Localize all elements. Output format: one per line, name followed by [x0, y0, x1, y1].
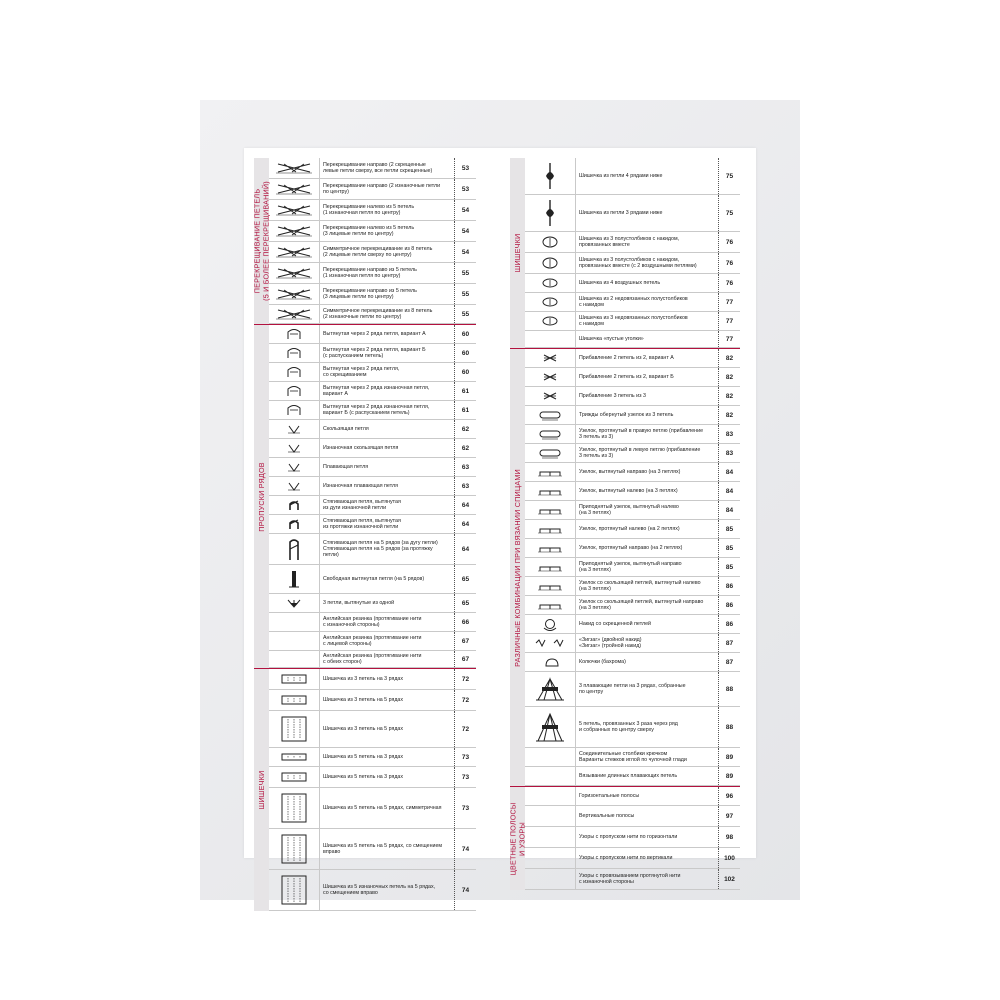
cross-stitch-icon	[269, 263, 320, 283]
toc-entry-text: Шишечка из 3 петель на 5 рядах	[323, 725, 404, 732]
toc-entry-text: Изнаночная скользящая петля	[323, 444, 399, 451]
toc-row[interactable]	[269, 594, 476, 613]
toc-entry-text: Вытянутая через 2 ряда петля, вариант Б (с распусканием петель)	[323, 346, 426, 359]
page-number: 65	[454, 594, 476, 612]
page-number: 84	[718, 501, 740, 519]
page-number: 72	[454, 711, 476, 747]
long-stitch-icon	[269, 565, 320, 593]
toc-row[interactable]	[269, 242, 476, 263]
toc-entry-text: Симметричное перекрещивание из 8 петель (2 лицевые петли сверху по центру)	[323, 245, 433, 258]
toc-entry-text: 5 петель, провязанных 3 раза через ряд и собранных по центру сверху	[579, 720, 678, 733]
toc-row[interactable]	[525, 558, 740, 577]
toc-entry-text: Стягивающая петля на 5 рядов (за дугу петли) Стягивающая петля на 5 рядов (за протяжку петли)	[323, 539, 438, 559]
section-label	[254, 158, 269, 324]
page-number: 62	[454, 420, 476, 438]
toc-entry-text: Перекрещивание налево из 5 петель (1 изнаночная петля по центру)	[323, 203, 415, 216]
elongated-stitch-icon	[269, 382, 320, 400]
fan-stitch-icon	[269, 594, 320, 612]
oval-bobble-icon	[525, 253, 576, 273]
toc-entry-text: Вытянутая через 2 ряда изнаночная петля, вариант А	[323, 384, 430, 397]
page-number: 102	[718, 869, 740, 889]
toc-entry-text: Вертикальные полосы	[579, 812, 635, 819]
toc-row[interactable]	[525, 653, 740, 672]
toc-row[interactable]	[269, 284, 476, 305]
toc-entry-text: Горизонтальные полосы	[579, 792, 640, 799]
toc-entry-text: Плавающая петля	[323, 463, 369, 470]
toc-row[interactable]	[525, 482, 740, 501]
toc-section	[510, 786, 740, 890]
elongated-stitch-icon	[269, 363, 320, 381]
toc-row[interactable]	[269, 420, 476, 439]
toc-entry-text: Шишечка из 3 недовязанных полустолбиков с накидом	[579, 314, 688, 327]
toc-row[interactable]	[269, 767, 476, 788]
increase-icon	[525, 349, 576, 367]
page-number: 53	[454, 179, 476, 199]
page-number: 88	[718, 672, 740, 706]
toc-entry-text: Шишечка из 3 петель на 5 рядах	[323, 696, 404, 703]
toc-entry-text: Симметричное перекрещивание из 8 петель (2 изнаночные петли по центру)	[323, 307, 433, 320]
toc-row[interactable]	[269, 158, 476, 179]
page-number: 87	[718, 653, 740, 671]
toc-row[interactable]	[269, 534, 476, 565]
section-title: ШИШЕЧКИ	[512, 233, 522, 273]
zigzag-icon	[525, 634, 576, 652]
page-number: 96	[718, 787, 740, 805]
toc-entry-text: Узоры с пропуском нити по горизонтали	[579, 833, 678, 840]
page-number: 82	[718, 368, 740, 386]
page-number: 54	[454, 200, 476, 220]
section-title: РАЗЛИЧНЫЕ КОМБИНАЦИИ ПРИ ВЯЗАНИИ СПИЦАМИ	[512, 468, 522, 667]
toc-row[interactable]	[269, 401, 476, 420]
toc-row[interactable]	[525, 195, 740, 232]
page-number: 64	[454, 515, 476, 533]
knot-icon	[525, 501, 576, 519]
toc-entry-text: Английская резинка (протягивание нити с обеих сторон)	[323, 652, 422, 665]
toc-row[interactable]	[525, 767, 740, 786]
page-number: 67	[454, 632, 476, 650]
toc-entry-text: Шишечка из 5 петель на 3 рядах	[323, 753, 404, 760]
toc-row[interactable]	[269, 382, 476, 401]
toc-row[interactable]	[525, 293, 740, 312]
page-number: 83	[718, 425, 740, 443]
toc-row[interactable]	[525, 368, 740, 387]
page-number: 72	[454, 669, 476, 689]
toc-row[interactable]	[525, 331, 740, 348]
elongated-stitch-icon	[269, 401, 320, 419]
toc-entry-text: Шишечка из 2 недовязанных полустолбиков с накидом	[579, 295, 688, 308]
toc-row[interactable]	[525, 425, 740, 444]
toc-entry-text: 3 петли, вытянутые из одной	[323, 599, 395, 606]
toc-section	[254, 324, 476, 668]
oval-bobble-icon	[525, 274, 576, 292]
rib-icon	[269, 613, 320, 631]
toc-entry-text: 3 плавающие петли на 3 рядах, собранные по центру	[579, 682, 686, 695]
page-number: 74	[454, 829, 476, 869]
page-number: 86	[718, 577, 740, 595]
toc-row[interactable]	[525, 539, 740, 558]
toc-entry-text: Вытянутая через 2 ряда петля, вариант А	[323, 330, 426, 337]
toc-entry-text: Прибавление 3 петель из 3	[579, 392, 646, 399]
toc-entry-text: «Зигзаг» (двойной накид) «Зигзаг» (тройной накид)	[579, 636, 642, 649]
empty-icon	[525, 869, 576, 889]
page-number: 67	[454, 651, 476, 667]
page-number: 60	[454, 344, 476, 362]
toc-entry-text: Вязывание длинных плавающих петель	[579, 772, 678, 779]
elongated-stitch-icon	[269, 325, 320, 343]
toc-section	[254, 668, 476, 911]
toc-row[interactable]	[269, 221, 476, 242]
toc-row[interactable]	[269, 325, 476, 344]
oval-bobble-icon	[525, 312, 576, 330]
slip-stitch-icon	[269, 439, 320, 457]
cross-stitch-icon	[269, 305, 320, 323]
toc-entry-text: Узелок, вытянутый налево (на 3 петлях)	[579, 487, 678, 494]
knot-icon	[525, 577, 576, 595]
toc-row[interactable]	[269, 632, 476, 651]
section-label	[510, 787, 525, 890]
toc-entry-text: Соединительные столбики крючком Варианты стежков иглой по чулочной глади	[579, 750, 687, 763]
cross-stitch-icon	[269, 158, 320, 178]
toc-entry-text: Шишечка из 5 изнаночных петель на 5 рядах, со смещением вправо	[323, 883, 436, 896]
toc-entry-text: Накид со скрещенной петлей	[579, 620, 652, 627]
toc-entry-text: Стягивающая петля, вытянутая из дуги изнаночной петли	[323, 498, 401, 511]
page-number: 55	[454, 305, 476, 323]
left-column	[254, 158, 476, 911]
toc-entry-text: Английская резинка (протягивание нити с лицевой стороны)	[323, 634, 422, 647]
toc-row[interactable]	[525, 672, 740, 707]
page-number: 86	[718, 615, 740, 633]
page-number: 84	[718, 482, 740, 500]
toc-row[interactable]	[525, 827, 740, 848]
page-number: 97	[718, 806, 740, 826]
toc-entry-text: Шишечка из 5 петель на 5 рядах, со смещением вправо	[323, 842, 443, 855]
tightening-stitch-icon	[269, 515, 320, 533]
bobble-icon	[269, 767, 320, 787]
toc-entry-text: Приподнятый узелок, вытянутый налево (на 3 петлях)	[579, 503, 679, 516]
toc-row[interactable]	[525, 501, 740, 520]
page-number: 89	[718, 748, 740, 766]
page-number: 85	[718, 558, 740, 576]
page-number: 77	[718, 331, 740, 347]
yarn-over-icon	[525, 615, 576, 633]
toc-entry-text: Шишечка из петли 3 рядами ниже	[579, 209, 663, 216]
cross-stitch-icon	[269, 200, 320, 220]
toc-entry-text: Свободная вытянутая петля (на 5 рядов)	[323, 575, 425, 582]
toc-row[interactable]	[269, 613, 476, 632]
page-number: 60	[454, 325, 476, 343]
page-number: 73	[454, 767, 476, 787]
toc-entry-text: Прибавление 2 петель из 2, вариант Б	[579, 373, 674, 380]
tall-bobble-icon	[525, 158, 576, 194]
cross-stitch-icon	[269, 242, 320, 262]
toc-row[interactable]	[269, 305, 476, 324]
toc-row[interactable]	[269, 651, 476, 668]
toc-entry-text: Узелок со скользящей петлей, вытянутый налево (на 3 петлях)	[579, 579, 701, 592]
toc-entry-text: Колючки (бахрома)	[579, 658, 626, 665]
float-loops-icon	[525, 672, 576, 706]
bobble-icon	[269, 788, 320, 828]
toc-entry-text: Узелок, протянутый направо (на 2 петлях)	[579, 544, 683, 551]
tightening-stitch-icon	[269, 496, 320, 514]
toc-row[interactable]	[269, 788, 476, 829]
page-number: 75	[718, 158, 740, 194]
tall-bobble-icon	[525, 195, 576, 231]
page-number: 60	[454, 363, 476, 381]
tightening-stitch-icon	[269, 534, 320, 564]
knot-icon	[525, 539, 576, 557]
wrap-stitch-icon	[525, 406, 576, 424]
toc-row[interactable]	[269, 263, 476, 284]
toc-entry-text: Перекрещивание направо из 5 петель (1 изнаночная петля по центру)	[323, 266, 417, 279]
toc-row[interactable]	[525, 634, 740, 653]
page-number: 76	[718, 232, 740, 252]
page-number: 85	[718, 520, 740, 538]
section-title: ПЕРЕКРЕЩИВАНИЕ ПЕТЕЛЬ (5 И БОЛЕЕ ПЕРЕКРЕЩИВАНИЙ)	[252, 181, 270, 301]
page-number: 55	[454, 263, 476, 283]
section-label	[510, 349, 525, 786]
toc-row[interactable]	[525, 520, 740, 539]
page-number: 64	[454, 534, 476, 564]
knot-icon	[525, 520, 576, 538]
toc-row[interactable]	[269, 565, 476, 594]
toc-row[interactable]	[269, 690, 476, 711]
toc-row[interactable]	[269, 458, 476, 477]
oval-bobble-icon	[525, 232, 576, 252]
toc-entry-text: Перекрещивание направо из 5 петель (3 лицевые петли по центру)	[323, 287, 417, 300]
page-number: 77	[718, 312, 740, 330]
page-number: 63	[454, 477, 476, 495]
toc-row[interactable]	[525, 444, 740, 463]
page-number: 72	[454, 690, 476, 710]
toc-section	[510, 158, 740, 348]
wrap-stitch-icon	[525, 444, 576, 462]
toc-entry-text: Вытянутая через 2 ряда петля, со скрещиванием	[323, 365, 400, 378]
toc-entry-text: Перекрещивание направо (2 скрещенные левые петли сверху, все петли скрещенные)	[323, 161, 433, 174]
toc-entry-text: Узелок, протянутый в левую петлю (прибавление 3 петель из 3)	[579, 446, 701, 459]
toc-entry-text: Прибавление 2 петель из 2, вариант А	[579, 354, 674, 361]
right-column	[510, 158, 740, 890]
oval-bobble-icon	[525, 293, 576, 311]
toc-row[interactable]	[525, 463, 740, 482]
toc-entry-text: Приподнятый узелок, вытянутый направо (на 3 петлях)	[579, 560, 682, 573]
toc-entry-text: Узелок, протянутый в правую петлю (прибавление 3 петель из 3)	[579, 427, 704, 440]
slip-stitch-icon	[269, 420, 320, 438]
toc-entry-text: Вытянутая через 2 ряда изнаночная петля, вариант Б (с распусканием петель)	[323, 403, 430, 416]
toc-entry-text: Шишечка из 5 петель на 5 рядах, симметричная	[323, 804, 442, 811]
toc-row[interactable]	[525, 596, 740, 615]
page-number: 65	[454, 565, 476, 593]
toc-entry-text: Узоры с провязыванием протянутой нити с изнаночной стороны	[579, 872, 681, 885]
toc-entry-text: Шишечка из 3 полустолбиков с накидом, провязанных вместе (с 2 воздушными петлями)	[579, 256, 697, 269]
toc-entry-text: Шишечка из петли 4 рядами ниже	[579, 172, 663, 179]
toc-section	[510, 348, 740, 786]
toc-row[interactable]	[525, 253, 740, 274]
toc-row[interactable]	[525, 806, 740, 827]
page-number: 64	[454, 496, 476, 514]
empty-icon	[525, 748, 576, 766]
elongated-stitch-icon	[269, 344, 320, 362]
page-number: 87	[718, 634, 740, 652]
section-title: ПРОПУСКИ РЯДОВ	[256, 461, 266, 532]
toc-row[interactable]	[525, 577, 740, 596]
book-page	[244, 148, 756, 896]
page-number: 82	[718, 406, 740, 424]
page-number: 100	[718, 848, 740, 868]
toc-entry-text: Изнаночная плавающая петля	[323, 482, 398, 489]
section-label	[510, 158, 525, 348]
knot-icon	[525, 558, 576, 576]
section-title: ЦВЕТНЫЕ ПОЛОСЫ И УЗОРЫ	[508, 802, 526, 875]
toc-row[interactable]	[269, 200, 476, 221]
bobble-icon	[269, 711, 320, 747]
toc-row[interactable]	[269, 179, 476, 200]
toc-row[interactable]	[525, 232, 740, 253]
toc-row[interactable]	[269, 669, 476, 690]
bobble-icon	[269, 690, 320, 710]
page-number: 73	[454, 788, 476, 828]
toc-entry-text: Перекрещивание налево из 5 петель (3 лицевые петли по центру)	[323, 224, 415, 237]
slip-stitch-icon	[269, 458, 320, 476]
page-number: 86	[718, 596, 740, 614]
cross-stitch-icon	[269, 284, 320, 304]
section-label	[254, 669, 269, 911]
toc-section	[254, 158, 476, 324]
toc-row[interactable]	[269, 870, 476, 911]
toc-row[interactable]	[525, 158, 740, 195]
toc-row[interactable]	[269, 711, 476, 748]
page-number: 62	[454, 439, 476, 457]
cross-stitch-icon	[269, 221, 320, 241]
page-number: 85	[718, 539, 740, 557]
page-number: 82	[718, 349, 740, 367]
toc-row[interactable]	[269, 515, 476, 534]
toc-entry-text: Скользящая петля	[323, 425, 369, 432]
page-number: 61	[454, 401, 476, 419]
toc-entry-text: Трижды обернутый узелок из 3 петель	[579, 411, 674, 418]
rib-icon	[269, 632, 320, 650]
bobble-icon	[269, 829, 320, 869]
bobble-icon	[269, 748, 320, 766]
empty-icon	[525, 787, 576, 805]
toc-entry-text: Узелок, вытянутый направо (на 3 петлях)	[579, 468, 681, 475]
bobble-icon	[269, 870, 320, 910]
page-number: 88	[718, 707, 740, 747]
page-number: 84	[718, 463, 740, 481]
toc-row[interactable]	[525, 848, 740, 869]
toc-row[interactable]	[269, 439, 476, 458]
toc-row[interactable]	[269, 477, 476, 496]
empty-icon	[525, 767, 576, 785]
rib-icon	[269, 651, 320, 667]
page-number: 53	[454, 158, 476, 178]
toc-row[interactable]	[269, 496, 476, 515]
toc-row[interactable]	[269, 344, 476, 363]
toc-entry-text: Стягивающая петля, вытянутая из протяжки изнаночной петли	[323, 517, 401, 530]
increase-icon	[525, 387, 576, 405]
toc-entry-text: Шишечка из 5 петель на 3 рядах	[323, 773, 404, 780]
bobble-icon	[269, 669, 320, 689]
empty-icon	[525, 848, 576, 868]
page-number: 77	[718, 293, 740, 311]
slip-stitch-icon	[269, 477, 320, 495]
section-title: ШИШЕЧКИ	[256, 770, 266, 810]
page-number: 54	[454, 221, 476, 241]
toc-row[interactable]	[525, 406, 740, 425]
page-number: 61	[454, 382, 476, 400]
knot-icon	[525, 596, 576, 614]
page-number: 76	[718, 253, 740, 273]
toc-row[interactable]	[269, 363, 476, 382]
toc-entry-text: Шишечка «пустые уголки»	[579, 335, 644, 342]
toc-row[interactable]	[525, 387, 740, 406]
toc-entry-text: Шишечка из 3 полустолбиков с накидом, провязанных вместе	[579, 235, 680, 248]
toc-entry-text: Узоры с пропуском нити по вертикали	[579, 854, 673, 861]
knot-icon	[525, 482, 576, 500]
toc-row[interactable]	[525, 349, 740, 368]
toc-row[interactable]	[269, 748, 476, 767]
page-number: 98	[718, 827, 740, 847]
page-number: 66	[454, 613, 476, 631]
toc-row[interactable]	[525, 748, 740, 767]
page-number: 75	[718, 195, 740, 231]
empty-icon	[525, 806, 576, 826]
toc-entry-text: Перекрещивание направо (2 изнаночные петли по центру)	[323, 182, 441, 195]
page-number: 83	[718, 444, 740, 462]
toc-row[interactable]	[525, 787, 740, 806]
cross-stitch-icon	[269, 179, 320, 199]
toc-row[interactable]	[525, 615, 740, 634]
empty-icon	[525, 331, 576, 347]
knot-icon	[525, 463, 576, 481]
page-number: 82	[718, 387, 740, 405]
page-number: 89	[718, 767, 740, 785]
page-number: 74	[454, 870, 476, 910]
toc-row[interactable]	[525, 274, 740, 293]
toc-row[interactable]	[269, 829, 476, 870]
page-number: 63	[454, 458, 476, 476]
increase-icon	[525, 368, 576, 386]
toc-entry-text: Узелок, протянутый налево (на 2 петлях)	[579, 525, 680, 532]
section-label	[254, 325, 269, 668]
page-number: 76	[718, 274, 740, 292]
empty-icon	[525, 827, 576, 847]
toc-entry-text: Шишечка из 3 петель на 3 рядах	[323, 675, 404, 682]
page-number: 54	[454, 242, 476, 262]
float-loops-icon	[525, 707, 576, 747]
toc-entry-text: Узелок со скользящей петлей, вытянутый направо (на 3 петлях)	[579, 598, 704, 611]
toc-entry-text: Шишечка из 4 воздушных петель	[579, 279, 661, 286]
bells-icon	[525, 653, 576, 671]
toc-row[interactable]	[525, 312, 740, 331]
page-number: 55	[454, 284, 476, 304]
page-number: 73	[454, 748, 476, 766]
toc-entry-text: Английская резинка (протягивание нити с изнаночной стороны)	[323, 615, 422, 628]
wrap-stitch-icon	[525, 425, 576, 443]
toc-row[interactable]	[525, 869, 740, 890]
toc-row[interactable]	[525, 707, 740, 748]
